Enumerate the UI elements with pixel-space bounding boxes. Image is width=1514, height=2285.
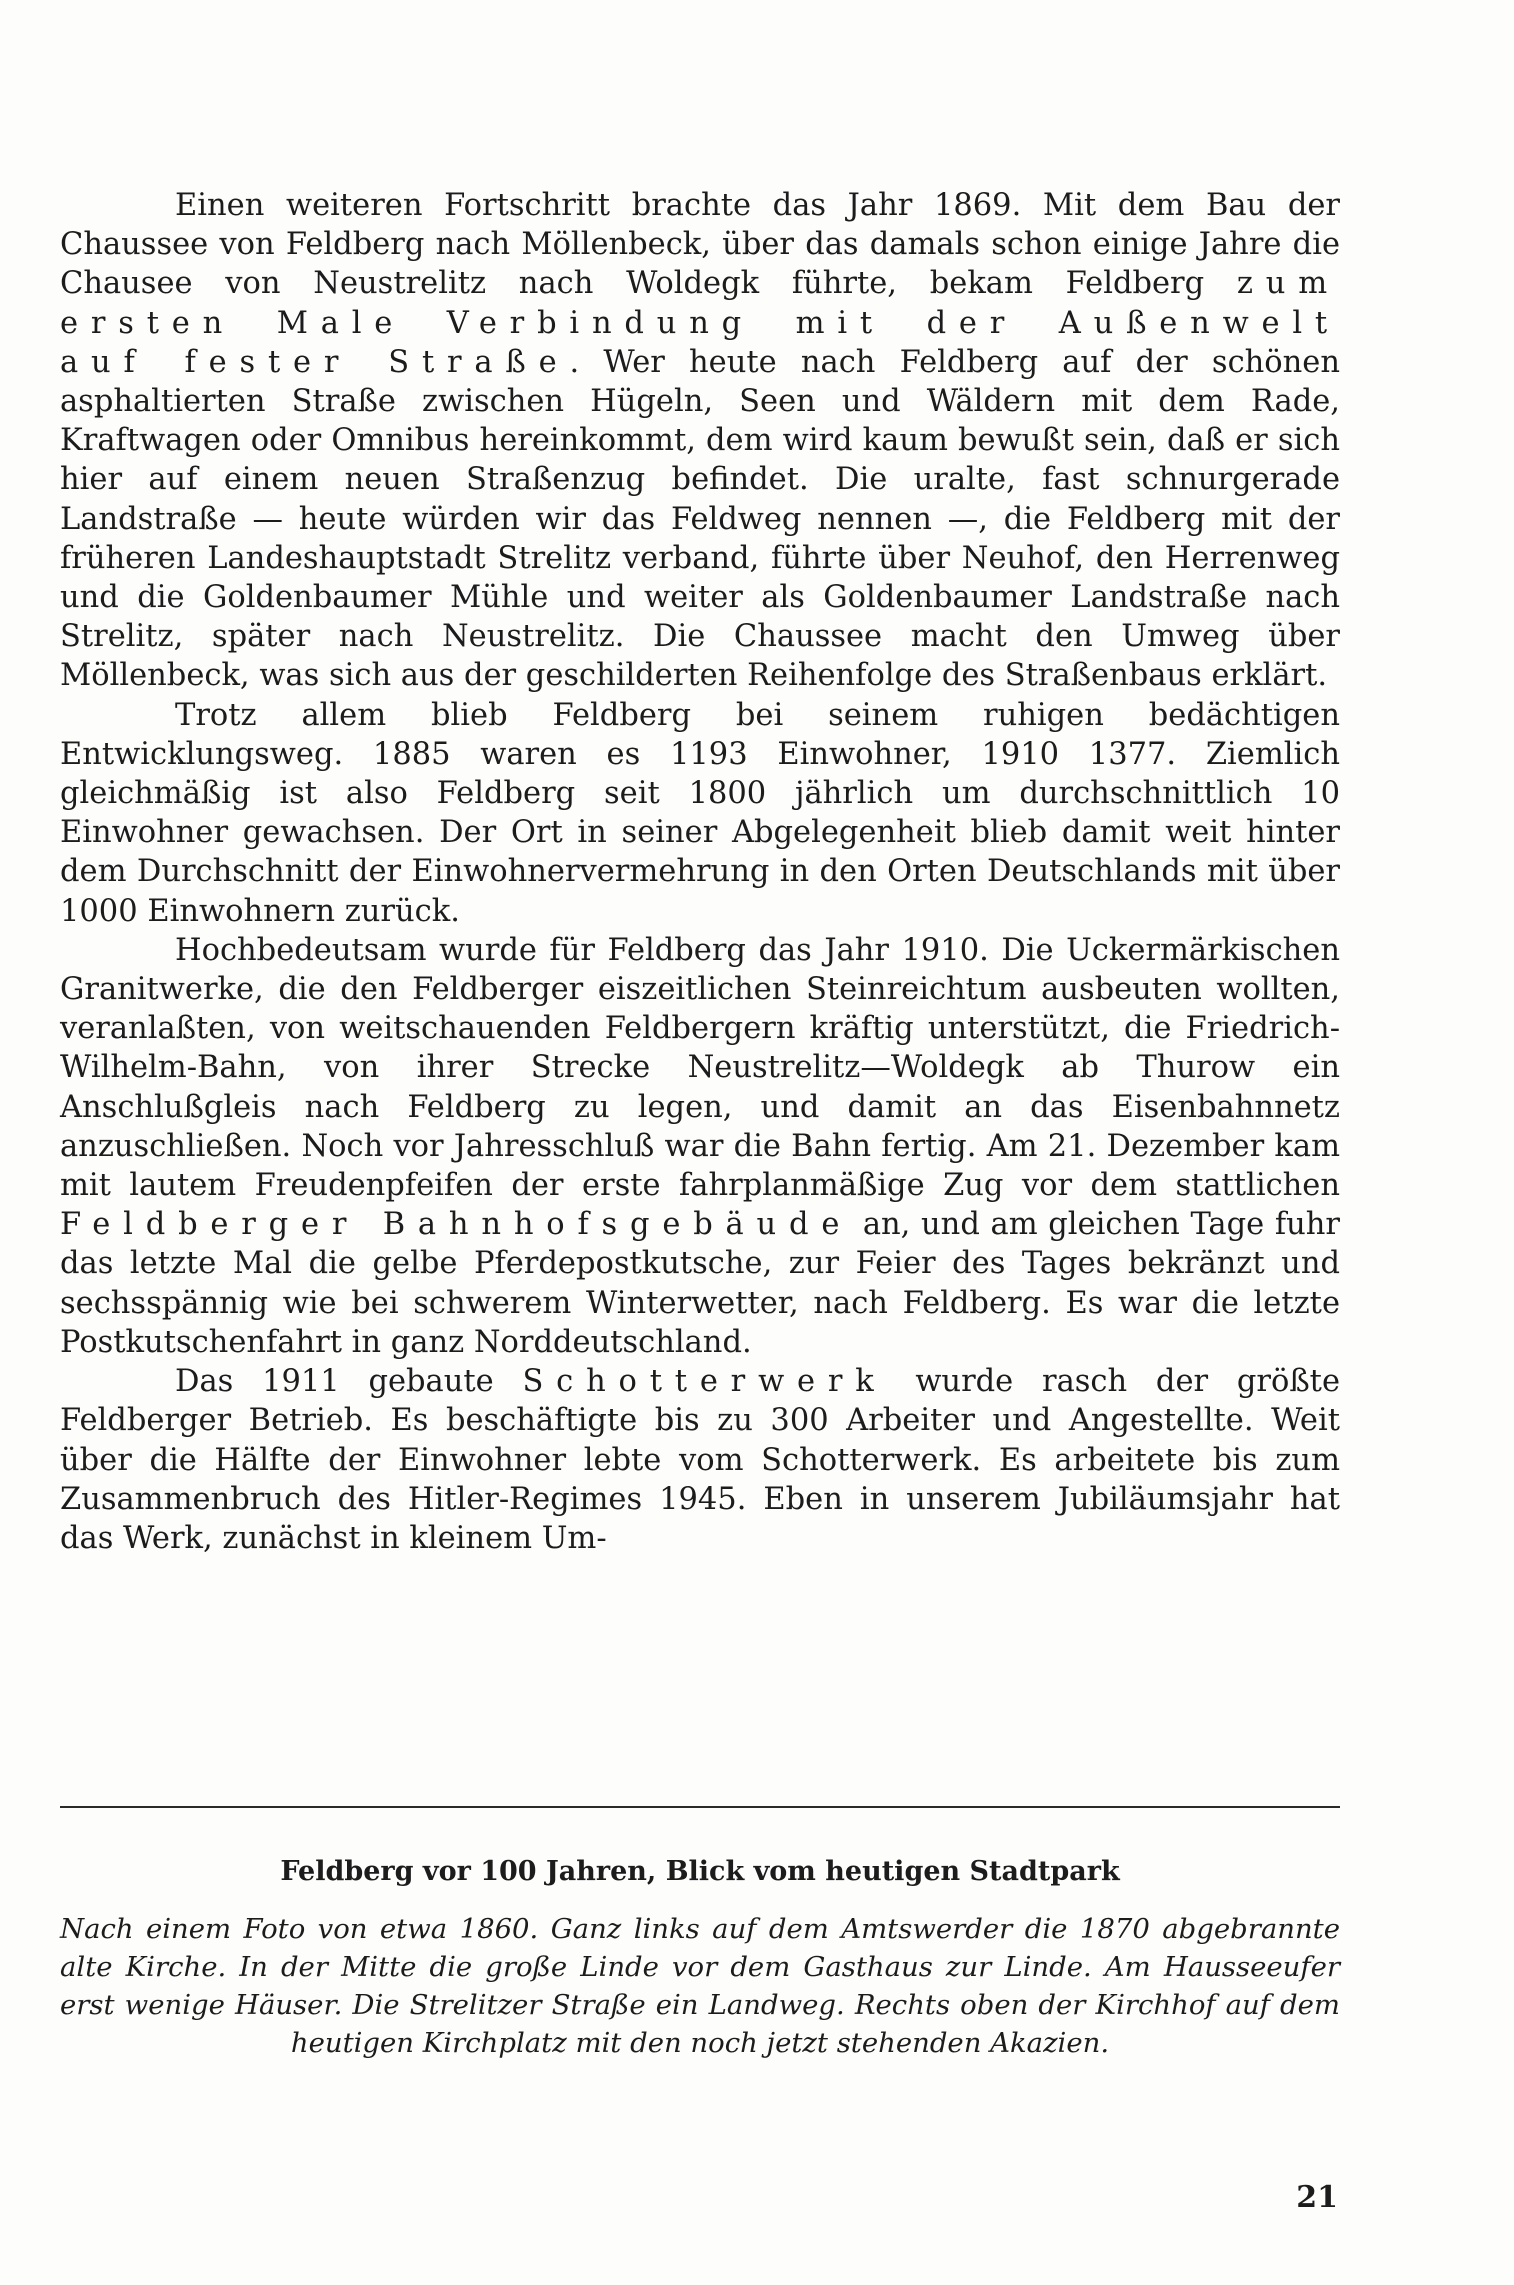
paragraph-3-text-b: an, und am gleichen Tage fuhr das letzte Mal die gelbe Pferdepostkutsche, zur Feier des Tages bekränzt und sechsspännig wie bei schwerem Winterwetter, nach Feldberg. Es war die letzte Postkutschenfahrt in ganz Norddeutschland. <box>60 1207 1340 1360</box>
paragraph-4-text-b: wurde rasch der größte Feldberger Betrieb. Es beschäftigte bis zu 300 Arbeiter und Angestellte. Weit über die Hälfte der Einwohner lebte vom Schotterwerk. Es arbeitete bis zum Zusammenbruch des Hitler-Regimes 1945. Eben in unserem Jubiläumsjahr hat das Werk, zunächst in kleinem Um- <box>60 1364 1340 1556</box>
paragraph-2 <box>60 696 1340 931</box>
paragraph-1-text-a: Einen weiteren Fortschritt brachte das Jahr 1869. Mit dem Bau der Chaussee von Feldberg nach Möllenbeck, über das damals schon einige Jahre die Chausee von Neustrelitz nach Woldegk führte, bekam Feldberg <box>60 188 1340 302</box>
paragraph-3-text-a: Hochbedeutsam wurde für Feldberg das Jahr 1910. Die Uckermärkischen Granitwerke, die den Feldberger eiszeitlichen Steinreichtum ausbeuten wollten, veranlaßten, von weitschauenden Feldbergern kräftig unterstützt, die Friedrich-Wilhelm-Bahn, von ihrer Strecke Neustrelitz—Woldegk ab Thurow ein Anschlußgleis nach Feldberg zu legen, und damit an das Eisenbahnnetz anzuschließen. Noch vor Jahresschluß war die Bahn fertig. Am 21. Dezember kam mit lautem Freudenpfeifen der erste fahrplanmäßige Zug vor dem stattlichen <box>60 932 1340 1204</box>
body-text <box>60 186 1340 1558</box>
paragraph-1 <box>60 186 1340 696</box>
paragraph-4-text-a: Das 1911 gebaute <box>175 1364 523 1400</box>
paragraph-1-text-b: . Wer heute nach Feldberg auf der schönen asphaltierten Straße zwischen Hügeln, Seen und Wäldern mit dem Rade, Kraftwagen oder Omnibus hereinkommt, dem wird kaum bewußt sein, daß er sich hier auf einem neuen Straßenzug befindet. Die uralte, fast schnurgerade Landstraße — heute würden wir das Feldweg nennen —, die Feldberg mit der früheren Landeshauptstadt Strelitz verband, führte über Neuhof, den Herrenweg und die Goldenbaumer Mühle und weiter als Goldenbaumer Landstraße nach Strelitz, später nach Neustrelitz. Die Chaussee macht den Umweg über Möllenbeck, was sich aus der geschilderten Reihenfolge des Straßenbaus erklärt. <box>60 344 1341 694</box>
paragraph-3 <box>60 931 1340 1362</box>
paragraph-2-text: Trotz allem blieb Feldberg bei seinem ruhigen bedächtigen Entwicklungsweg. 1885 waren es 1193 Einwohner, 1910 1377. Ziemlich gleichmäßig ist also Feldberg seit 1800 jährlich um durchschnittlich 10 Einwohner gewachsen. Der Ort in seiner Abgelegenheit blieb damit weit hinter dem Durchschnitt der Einwohnervermehrung in den Orten Deutschlands mit über 1000 Einwohnern zurück. <box>60 697 1340 929</box>
paragraph-3-spaced-emphasis: Feldberger Bahnhofsgebäude <box>60 1207 853 1243</box>
paragraph-1-spaced-emphasis: zum ersten Male Verbindung mit der Außenwelt auf fester Straße <box>60 266 1340 380</box>
paragraph-4 <box>60 1362 1340 1558</box>
caption-text: Nach einem Foto von etwa 1860. Ganz links auf dem Amtswerder die 1870 abgebrannte alte Kirche. In der Mitte die große Linde vor dem Gasthaus zur Linde. Am Hausseeufer erst wenige Häuser. Die Strelitzer Straße ein Landweg. Rechts oben der Kirchhof auf dem heutigen Kirchplatz mit den noch jetzt stehenden Akazien. <box>60 1913 1340 2059</box>
caption-divider <box>60 1806 1340 1808</box>
caption-title: Feldberg vor 100 Jahren, Blick vom heutigen Stadtpark <box>280 1856 1120 1887</box>
page-number: 21 <box>1296 2180 1338 2215</box>
paragraph-4-spaced-emphasis: Schotterwerk <box>522 1364 887 1400</box>
